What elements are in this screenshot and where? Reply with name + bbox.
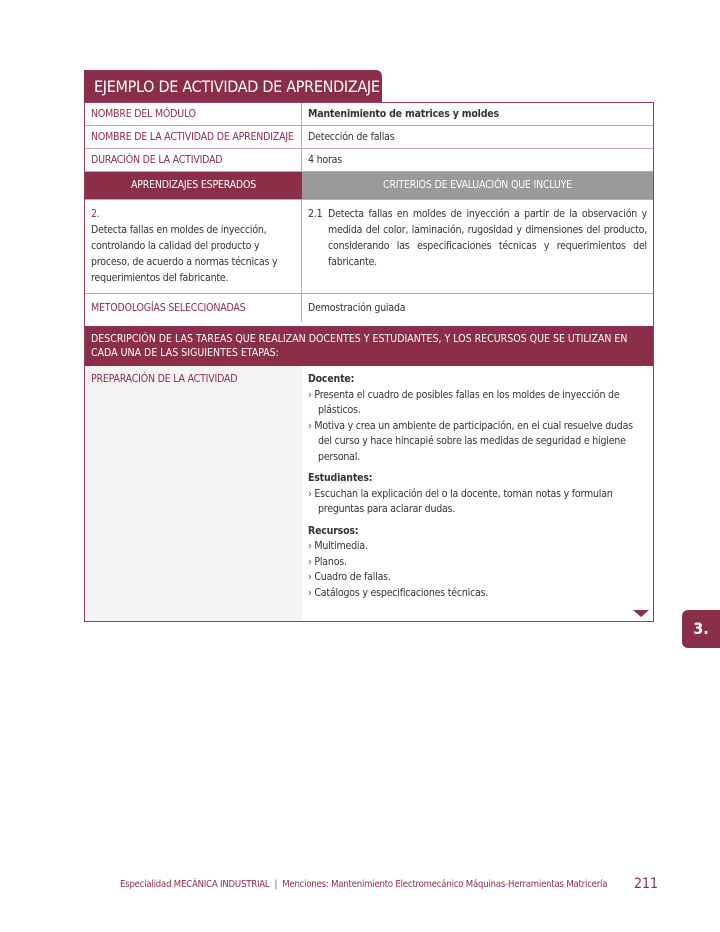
aprendizaje-text: Detecta fallas en moldes de inyección, controlando la calidad del producto y proceso, de acuerdo a normas técnicas y requerimientos del fabricante. bbox=[91, 224, 278, 284]
content-row bbox=[85, 200, 653, 294]
duration-row bbox=[85, 149, 653, 172]
description-header: DESCRIPCIÓN DE LAS TAREAS QUE REALIZAN DOCENTES Y ESTUDIANTES, Y LOS RECURSOS QUE SE UTILIZAN EN CADA UNA DE LAS SIGUIENTES ETAPAS: bbox=[85, 326, 653, 366]
activity-row bbox=[85, 126, 653, 149]
chapter-tab: 3. bbox=[682, 610, 720, 648]
value: Demostración guiada bbox=[308, 302, 406, 314]
preparacion-label: PREPARACIÓN DE LA ACTIVIDAD bbox=[85, 366, 302, 621]
list-item: › Multimedia. bbox=[308, 539, 647, 555]
aprendizaje-number: 2. bbox=[91, 208, 100, 220]
list-item: › Presenta el cuadro de posibles fallas en los moldes de inyección de plásticos. bbox=[308, 388, 647, 419]
label: NOMBRE DE LA ACTIVIDAD DE APRENDIZAJE bbox=[85, 126, 302, 148]
docente-title: Docente: bbox=[308, 373, 355, 385]
header-aprendizajes: APRENDIZAJES ESPERADOS bbox=[85, 172, 302, 199]
estudiantes-title: Estudiantes: bbox=[308, 472, 373, 484]
triangle-down-icon bbox=[633, 610, 649, 617]
list-item: › Escuchan la explicación del o la docente, toman notas y formulan preguntas para aclarar dudas. bbox=[308, 487, 647, 518]
value: Detección de fallas bbox=[308, 131, 395, 143]
list-item: › Planos. bbox=[308, 555, 647, 571]
list-item: › Catálogos y especificaciones técnicas. bbox=[308, 586, 647, 602]
label: DURACIÓN DE LA ACTIVIDAD bbox=[85, 149, 302, 171]
criterio-text: Detecta fallas en moldes de inyección a partir de la observación y medida del color, laminación, rugosidad y dimensiones del producto, considerando las especificaciones técnicas y requerimientos del fabricante. bbox=[328, 208, 647, 268]
label: METODOLOGÍAS SELECCIONADAS bbox=[85, 294, 302, 322]
label: NOMBRE DEL MÓDULO bbox=[85, 103, 302, 125]
footer-text: Especialidad MECÁNICA INDUSTRIAL | Menciones: Mantenimiento Electromecánico Máquinas-Herramientas Matricería bbox=[120, 879, 608, 890]
list-item: › Cuadro de fallas. bbox=[308, 570, 647, 586]
preparacion-row bbox=[85, 366, 653, 621]
header-criterios: CRITERIOS DE EVALUACIÓN QUE INCLUYE bbox=[302, 172, 653, 199]
section-header bbox=[85, 172, 653, 200]
module-row bbox=[85, 103, 653, 126]
activity-title: EJEMPLO DE ACTIVIDAD DE APRENDIZAJE bbox=[84, 70, 382, 102]
criterio-number: 2.1 bbox=[308, 208, 323, 220]
activity-table bbox=[84, 102, 654, 622]
list-item: › Motiva y crea un ambiente de participación, en el cual resuelve dudas del curso y hace hincapié sobre las medidas de seguridad e higiene personal. bbox=[308, 419, 647, 466]
value: 4 horas bbox=[308, 154, 342, 166]
recursos-title: Recursos: bbox=[308, 524, 359, 537]
page-number: 211 bbox=[634, 876, 659, 892]
metodologia-row bbox=[85, 294, 653, 322]
value: Mantenimiento de matrices y moldes bbox=[308, 108, 499, 120]
